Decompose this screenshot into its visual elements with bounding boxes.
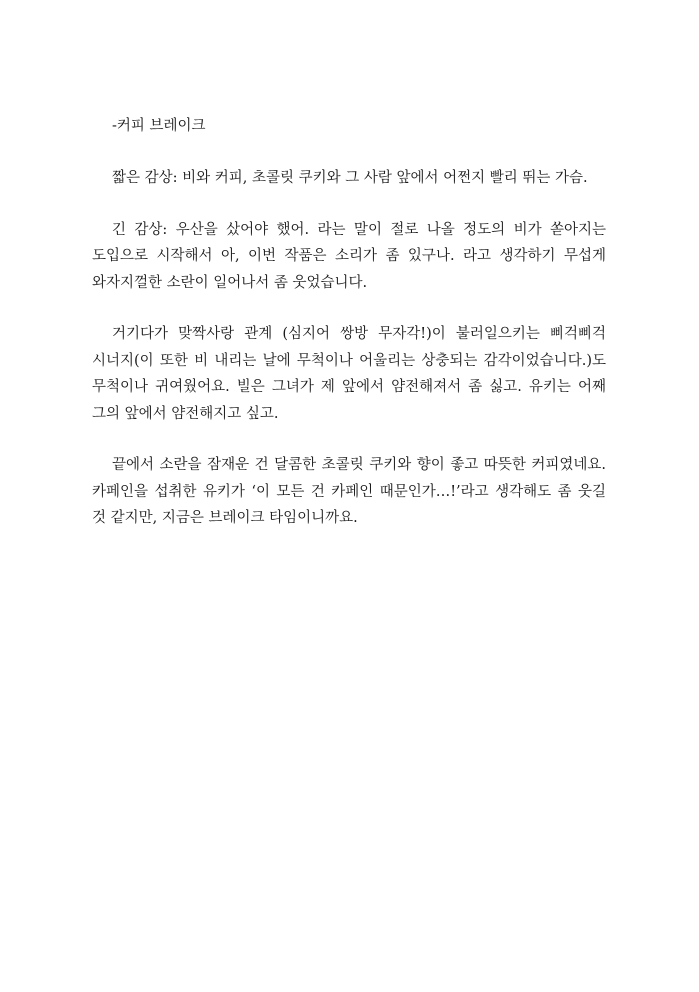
paragraph-short-review — [92, 165, 606, 192]
text-line: 그의 앞에서 얌전해지고 싶고. — [92, 405, 279, 422]
text-line: 긴 감상: 우산을 샀어야 했어. 라는 말이 절로 나올 정도의 비가 쏟아지는 — [112, 221, 606, 238]
text-line: 짧은 감상: 비와 커피, 초콜릿 쿠키와 그 사람 앞에서 어쩐지 빨리 뛰는 가슴. — [112, 170, 588, 186]
paragraph-relationship — [92, 321, 606, 427]
text-line: 것 같지만, 지금은 브레이크 타임이니까요. — [92, 510, 358, 526]
text-line: 끝에서 소란을 잠재운 건 달콤한 초콜릿 쿠키와 향이 좋고 따뜻한 커피였네요. — [112, 457, 606, 473]
text-line: 무척이나 귀여웠어요. 빌은 그녀가 제 앞에서 얌전해져서 좀 싫고. 유키는 어째 — [92, 379, 606, 395]
text-line: 카페인을 섭취한 유키가 ‘이 모든 건 카페인 때문인가…!’라고 생각해도 좀 웃길 — [92, 483, 606, 500]
paragraph-ending — [92, 452, 606, 532]
text-line: 도입으로 시작해서 아, 이번 작품은 소리가 좀 있구나. 라고 생각하기 무섭게 — [92, 248, 606, 264]
document-body — [92, 112, 606, 557]
text-line: 와자지껄한 소란이 일어나서 좀 웃었습니다. — [92, 274, 368, 291]
text-line: 거기다가 맞짝사랑 관계 (심지어 쌍방 무자각!)이 불러일으키는 삐걱삐걱 — [112, 326, 606, 342]
text-line: 시너지(이 또한 비 내리는 날에 무척이나 어울리는 상충되는 감각이었습니다.)도 — [92, 352, 606, 369]
paragraph-long-review — [92, 217, 606, 297]
document-title: -커피 브레이크 — [112, 118, 206, 134]
